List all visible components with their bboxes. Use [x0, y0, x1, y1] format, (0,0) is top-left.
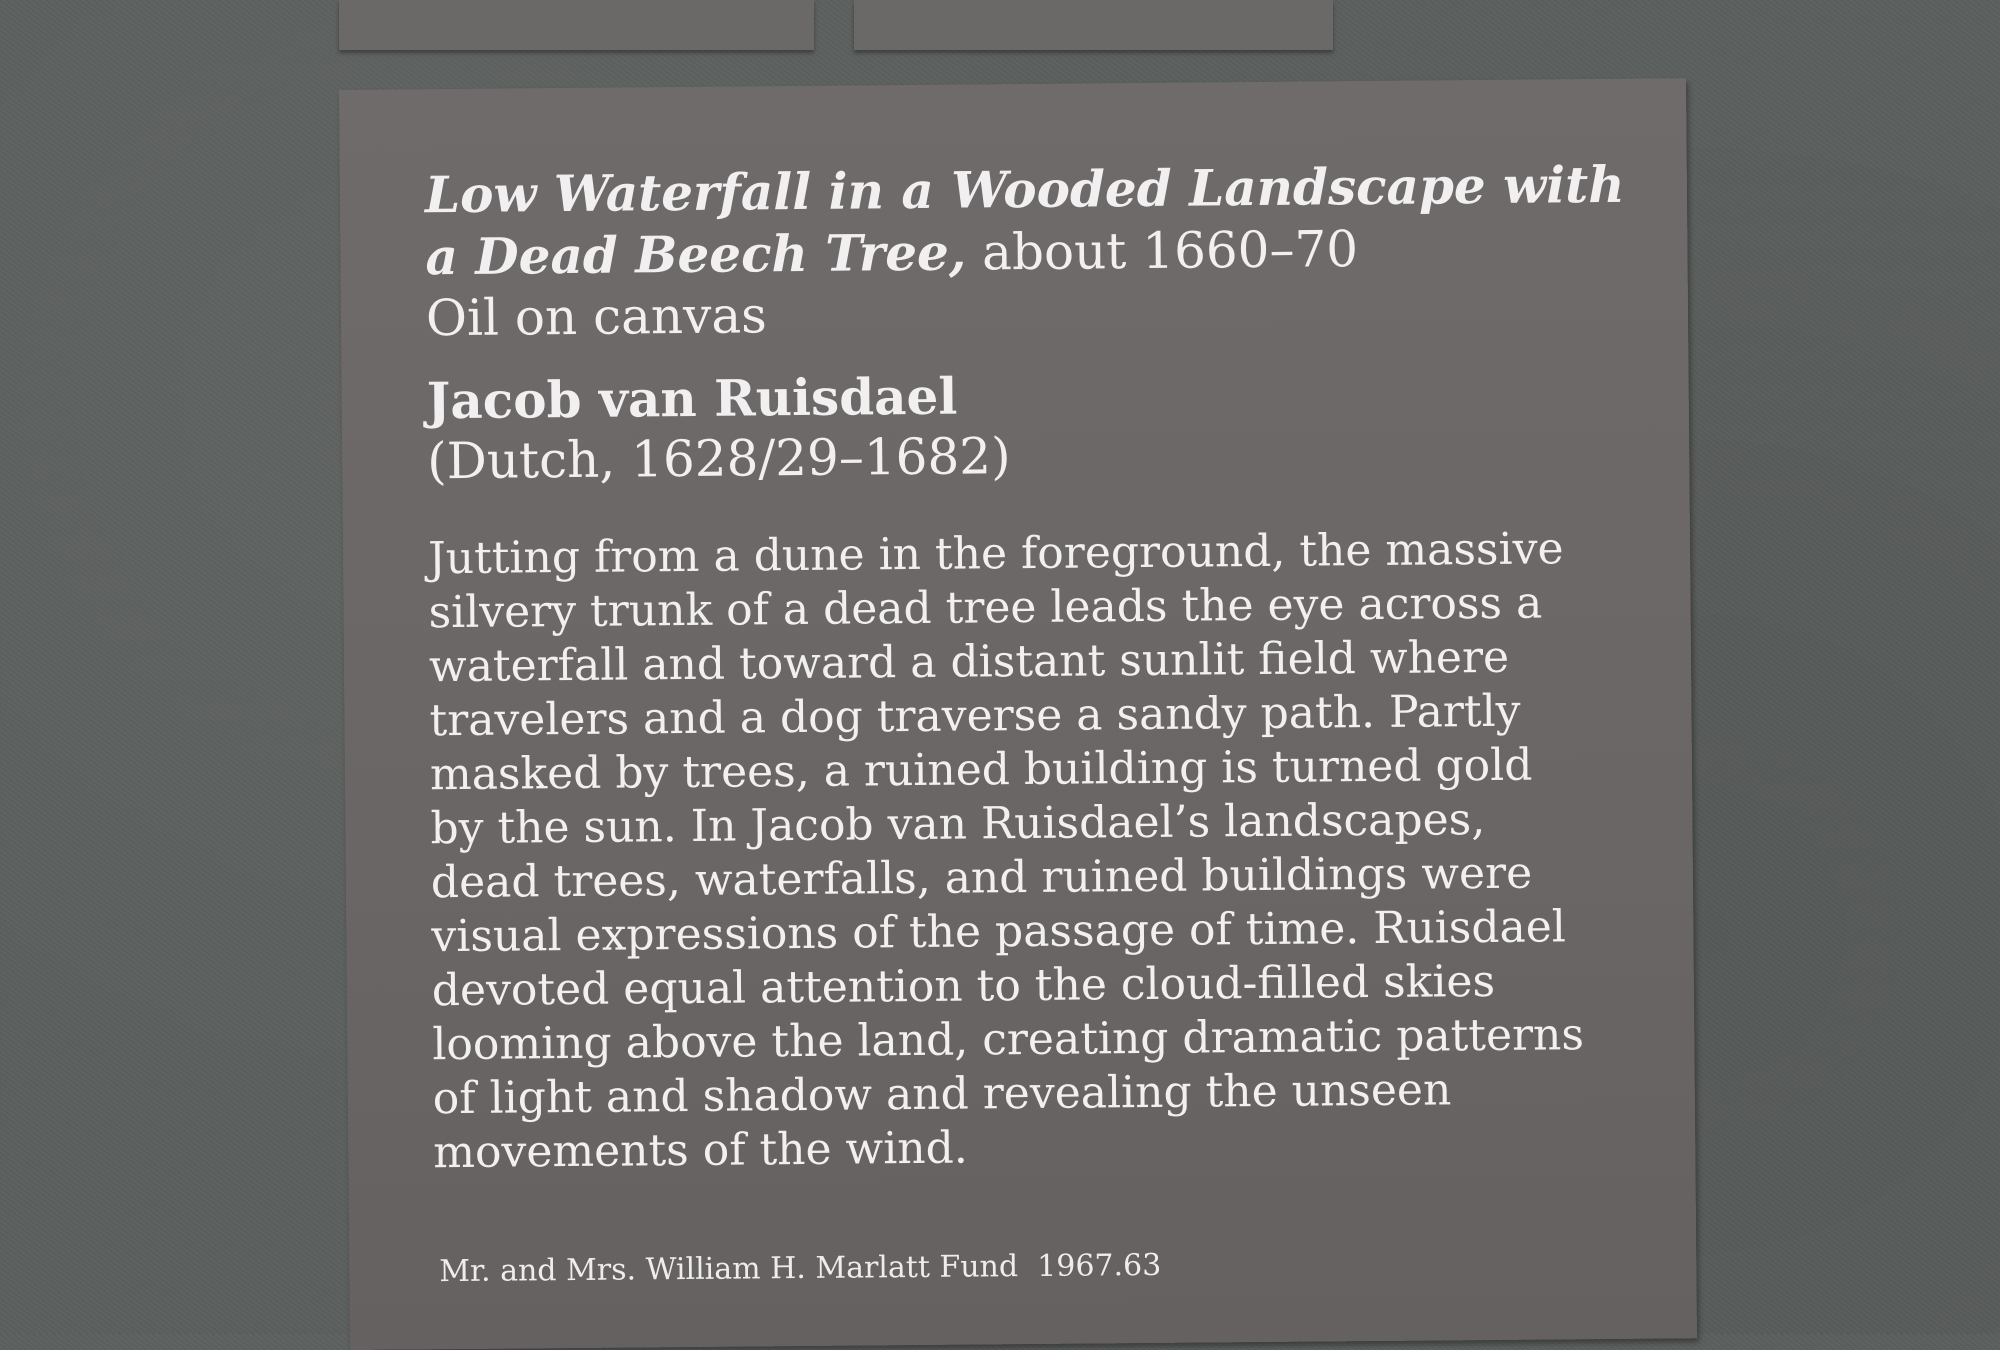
artwork-date: about 1660–70 — [981, 220, 1359, 282]
artist-nationality-dates: (Dutch, 1628/29–1682) — [426, 427, 1011, 491]
artwork-medium: Oil on canvas — [425, 286, 768, 348]
accession-number: 1967.63 — [1037, 1247, 1162, 1284]
description-line: waterfall and toward a distant sunlit field where — [428, 631, 1510, 693]
adjacent-label-card-left — [339, 0, 814, 50]
artist-block — [426, 366, 1010, 491]
credit-line — [439, 1248, 1161, 1289]
description-line: by the sun. In Jacob van Ruisdael’s landscapes, — [430, 794, 1486, 855]
description-line: masked by trees, a ruined building is turned gold — [429, 739, 1533, 801]
artist-name: Jacob van Ruisdael — [426, 366, 958, 431]
description-line: dead trees, waterfalls, and ruined buildings were — [430, 847, 1533, 909]
description-line: travelers and a dog traverse a sandy path. Partly — [429, 685, 1521, 747]
museum-wall-label — [339, 78, 1697, 1350]
artwork-title: Low Waterfall in a Wooded Landscape with a Dead Beech Tree, — [424, 154, 1625, 287]
description-line: movements of the wind. — [433, 1122, 968, 1179]
artwork-description — [428, 522, 1594, 1180]
adjacent-label-card-right — [854, 0, 1333, 50]
description-line: visual expressions of the passage of time. Ruisdael — [431, 901, 1567, 963]
description-line: of light and shadow and revealing the unseen — [432, 1064, 1452, 1125]
credit-fund: Mr. and Mrs. William H. Marlatt Fund — [439, 1249, 1019, 1290]
description-line: looming above the land, creating dramatic patterns — [432, 1009, 1585, 1071]
description-line: Jutting from a dune in the foreground, the massive — [427, 523, 1564, 585]
description-line: silvery trunk of a dead tree leads the eye across a — [428, 577, 1543, 639]
description-line: devoted equal attention to the cloud-filled skies — [431, 955, 1496, 1017]
artwork-title-block — [425, 154, 1627, 349]
